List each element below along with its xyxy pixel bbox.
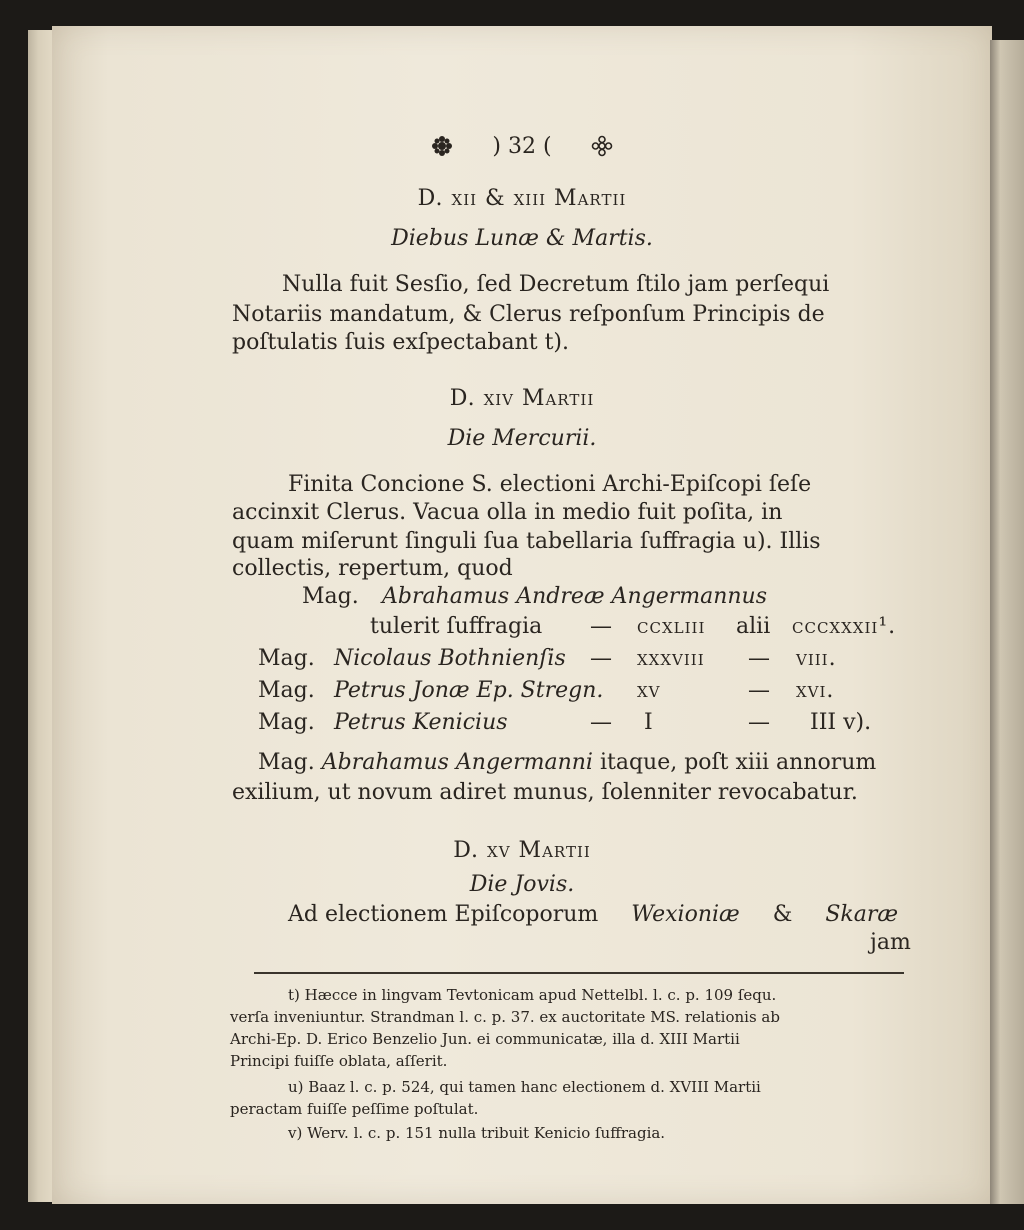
footnote-line: u) Baaz l. c. p. 524, qui tamen hanc electionem d. XVIII Martii	[288, 1078, 761, 1096]
vote-pre: tulerit ſuffragia	[370, 614, 543, 639]
book-spine-left	[28, 30, 54, 1202]
text-line: collectis, repertum, quod	[232, 556, 513, 581]
vote-title: Mag.	[258, 678, 315, 703]
footnote-line: verſa inveniuntur. Strandman l. c. p. 37. ex auctoritate MS. relationis ab	[230, 1008, 780, 1026]
section-heading: D. xii & xiii Martii	[417, 186, 627, 211]
book-page	[52, 26, 992, 1204]
running-head	[52, 134, 992, 159]
closing-title: Mag.	[258, 750, 315, 775]
vote-others: cccxxxii¹.	[792, 614, 897, 639]
vote-others: xvi.	[796, 678, 835, 703]
page-number: ) 32 (	[492, 134, 552, 159]
section-heading: D. xv Martii	[453, 838, 591, 863]
ampersand: &	[772, 902, 793, 927]
text-line: Finita Concione S. electioni Archi-Epiſcopi ſeſe	[288, 472, 812, 497]
text-line: Nulla fuit Sesſio, ſed Decretum ſtilo jam perſequi	[282, 272, 830, 297]
vote-dash: —	[590, 646, 612, 671]
vote-sep: —	[748, 710, 770, 735]
place-name: Wexioniæ	[631, 902, 740, 927]
rosette-ornament-icon	[431, 135, 453, 157]
text-line: quam miſerunt ſinguli ſua tabellaria ſuffragia u). Illis	[232, 529, 821, 554]
section-subheading: Die Jovis.	[469, 872, 575, 897]
section-subheading: Diebus Lunæ & Martis.	[391, 226, 653, 251]
footnote-line: peractam fuiſſe peſſime poſtulat.	[230, 1100, 479, 1118]
place-name: Skaræ	[825, 902, 899, 927]
closing-rest: itaque, poſt xiii annorum	[599, 750, 877, 775]
closing-name: Abrahamus Angermanni	[321, 750, 593, 775]
vote-name: Abrahamus Andreæ Angermannus	[382, 584, 767, 609]
footnote-line: t) Hæcce in lingvam Tevtonicam apud Nettelbl. l. c. p. 109 ſequ.	[288, 986, 777, 1004]
vote-title: Mag.	[258, 646, 315, 671]
text-line: exilium, ut novum adiret munus, ſolenniter revocabatur.	[232, 780, 858, 805]
footnote-line: v) Werv. l. c. p. 151 nulla tribuit Kenicio ſuffragia.	[288, 1124, 666, 1142]
vote-count: xxxviii	[637, 646, 705, 671]
rosette-ornament-icon	[591, 135, 613, 157]
book-edge-right	[990, 40, 1024, 1204]
vote-name: Nicolaus Bothnienſis	[334, 646, 566, 671]
vote-dash: —	[590, 614, 612, 639]
footnote-line: Principi fuiſſe oblata, aſſerit.	[230, 1052, 448, 1070]
vote-sep: —	[748, 678, 770, 703]
section-heading: D. xiv Martii	[449, 386, 595, 411]
footnote-line: Archi-Ep. D. Erico Benzelio Jun. ei communicatæ, illa d. XIII Martii	[230, 1030, 740, 1048]
vote-title: Mag.	[258, 710, 315, 735]
vote-count: ccxliii	[637, 614, 706, 639]
vote-others: viii.	[796, 646, 837, 671]
vote-dash: —	[590, 710, 612, 735]
vote-others: III v).	[810, 710, 872, 735]
vote-count: xv	[637, 678, 661, 703]
vote-sep: —	[748, 646, 770, 671]
text-line: Notariis mandatum, & Clerus reſponſum Principis de	[232, 302, 825, 327]
vote-title: Mag.	[302, 584, 359, 609]
text-line	[288, 902, 898, 927]
footnote-rule	[254, 972, 904, 974]
vote-name: Petrus Kenicius	[334, 710, 508, 735]
vote-name: Petrus Jonæ Ep. Stregn.	[334, 678, 604, 703]
vote-sep: alii	[736, 614, 771, 639]
section-subheading: Die Mercurii.	[447, 426, 597, 451]
text-line	[258, 750, 876, 775]
catchword: jam	[870, 930, 911, 955]
vote-count: I	[644, 710, 653, 735]
text-line: accinxit Clerus. Vacua olla in medio fuit poſita, in	[232, 500, 783, 525]
text-line: poſtulatis ſuis exſpectabant t).	[232, 330, 569, 355]
text-segment: Ad electionem Epiſcoporum	[288, 902, 599, 927]
